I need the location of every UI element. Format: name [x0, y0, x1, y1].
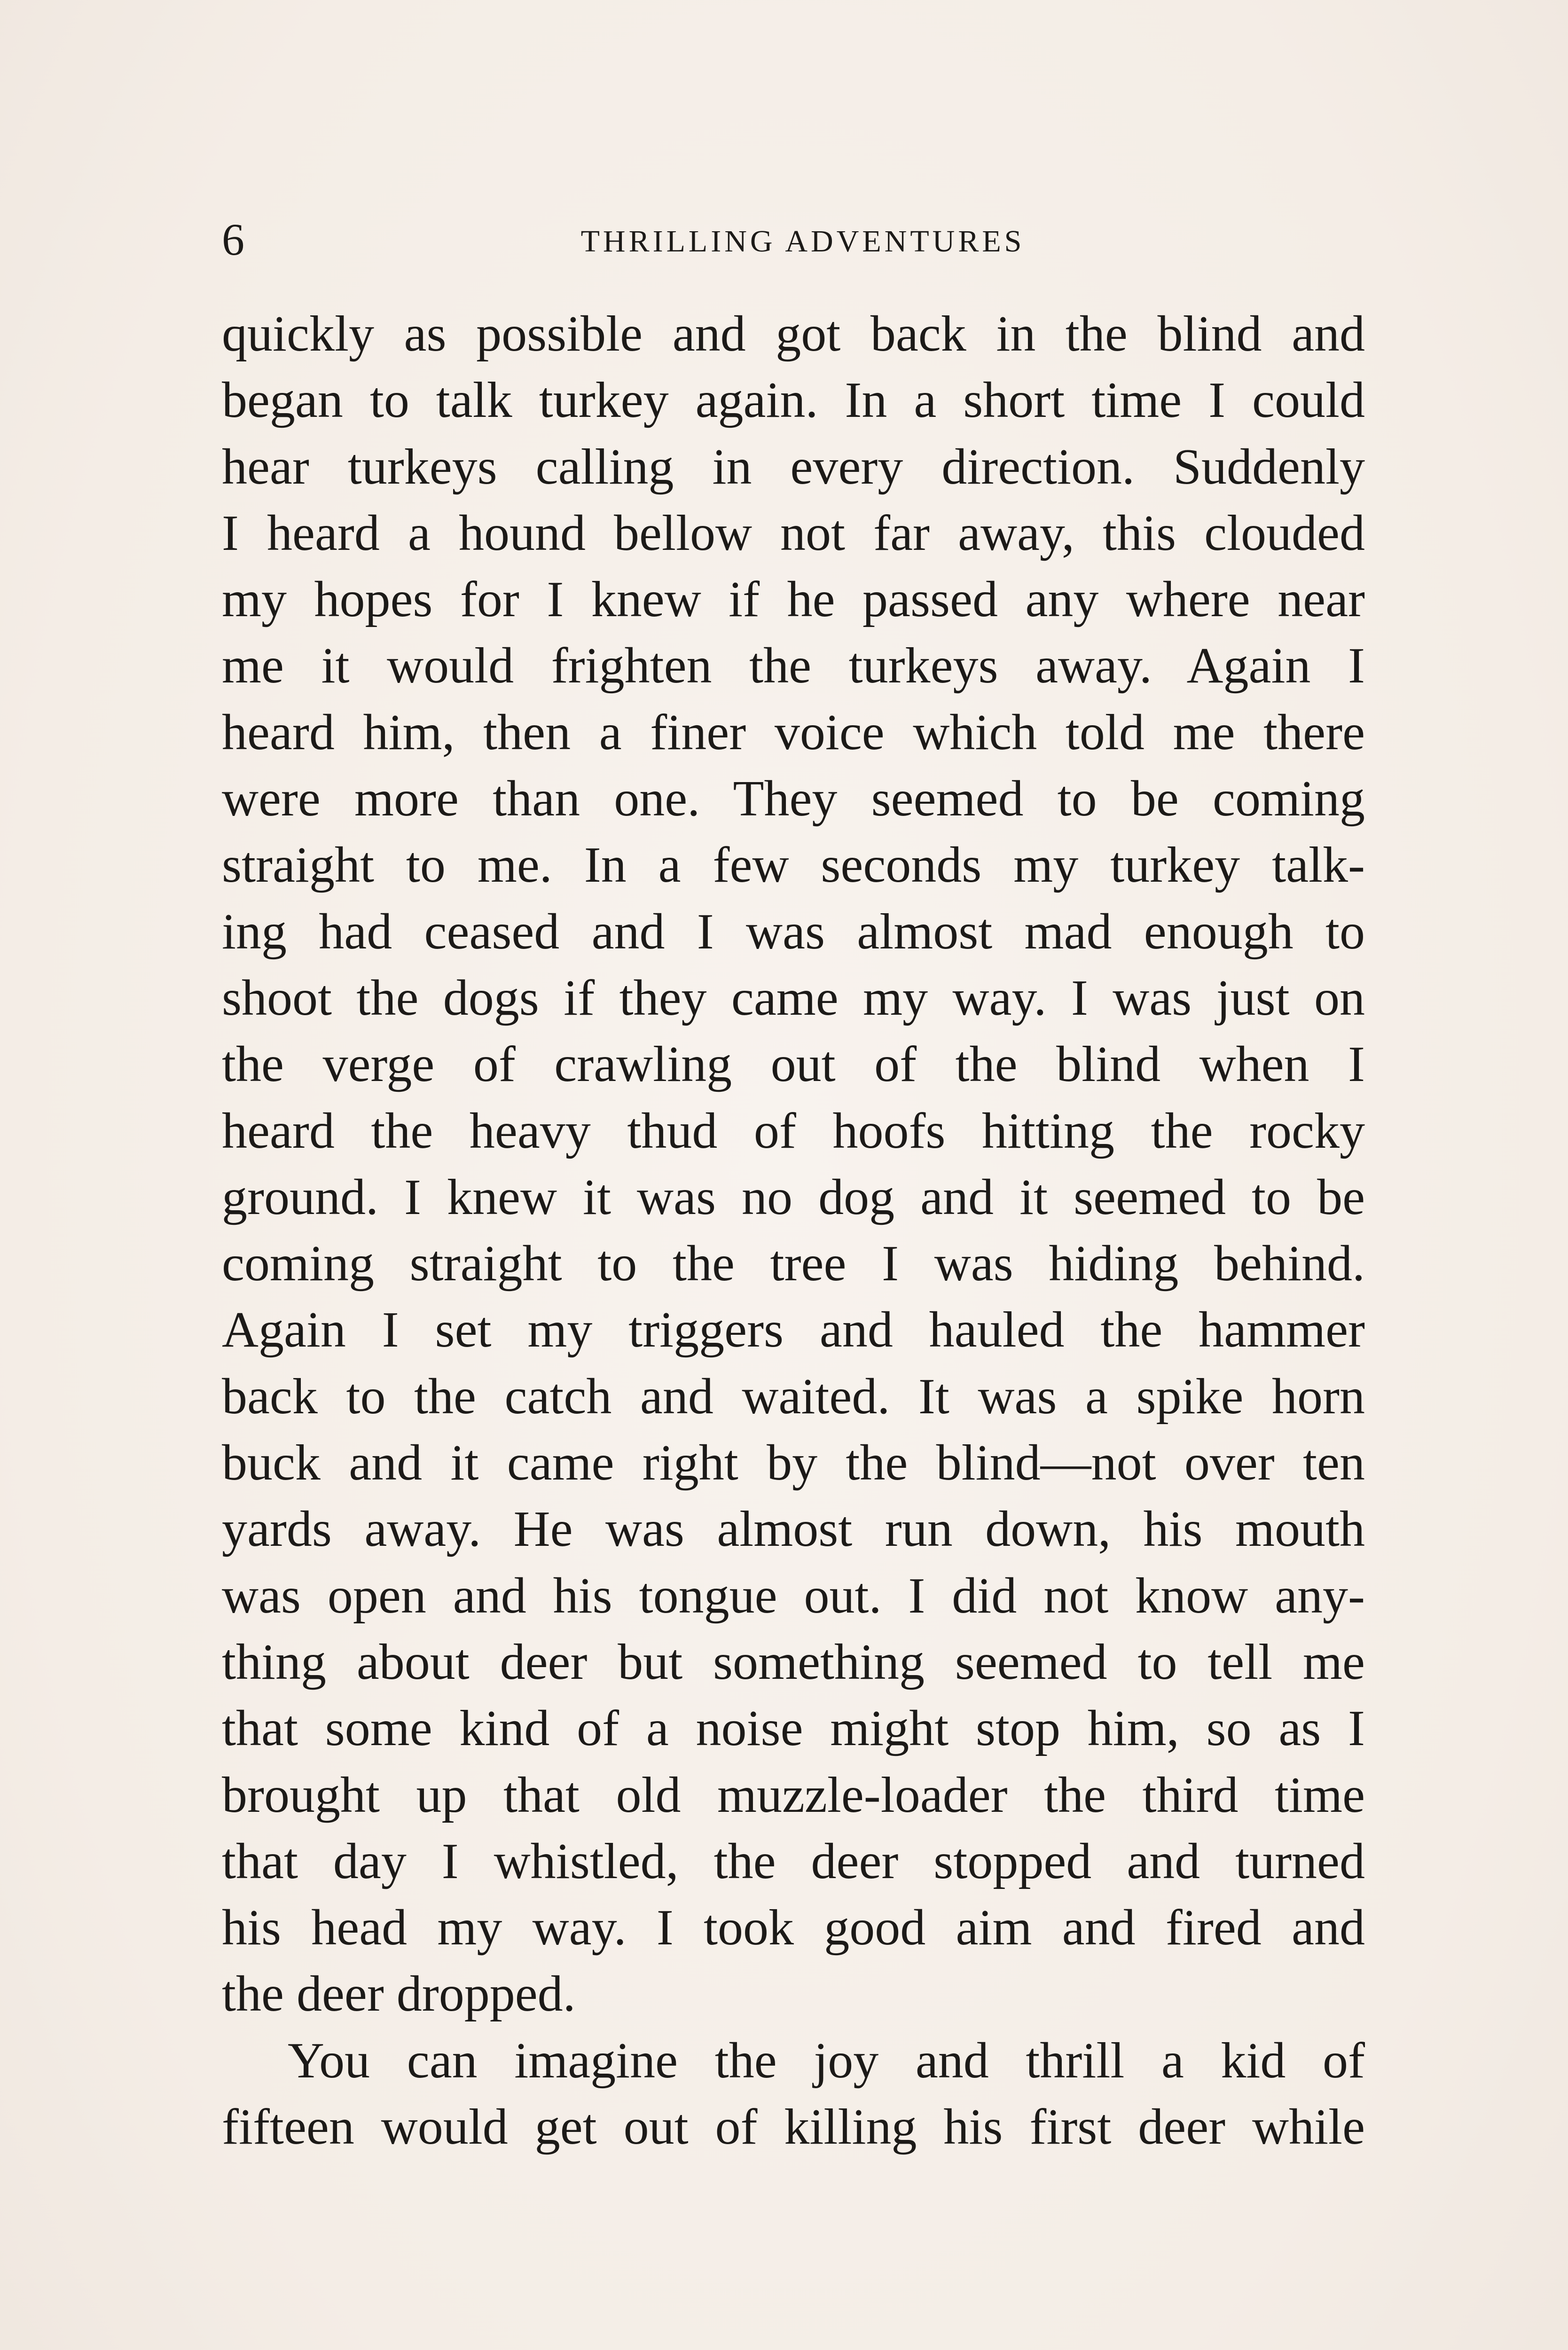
text-line: was open and his tongue out. I did not know any- [222, 1567, 1365, 1624]
text-line: me it would frighten the turkeys away. Again I [222, 638, 1365, 694]
text-line: shoot the dogs if they came my way. I was just on [222, 970, 1365, 1026]
text-line: heard him, then a finer voice which told me there [222, 704, 1365, 760]
text-line: that day I whistled, the deer stopped and turned [222, 1833, 1365, 1889]
text-line: back to the catch and waited. It was a spike horn [222, 1368, 1365, 1425]
text-line: coming straight to the tree I was hiding behind. [222, 1236, 1365, 1292]
text-line: straight to me. In a few seconds my turkey talk- [222, 837, 1365, 893]
text-line: quickly as possible and got back in the blind and [222, 306, 1365, 362]
text-line: his head my way. I took good aim and fired and [222, 1900, 1365, 1956]
text-line: I heard a hound bellow not far away, this clouded [222, 505, 1365, 561]
text-line: buck and it came right by the blind—not over ten [222, 1435, 1365, 1491]
page-header [222, 214, 1365, 266]
text-line: fifteen would get out of killing his first deer while [222, 2099, 1365, 2155]
text-line: Again I set my triggers and hauled the hammer [222, 1302, 1365, 1358]
text-line: were more than one. They seemed to be coming [222, 771, 1365, 827]
text-line: thing about deer but something seemed to tell me [222, 1634, 1365, 1690]
text-line: that some kind of a noise might stop him, so as I [222, 1700, 1365, 1757]
text-line: brought up that old muzzle-loader the third time [222, 1767, 1365, 1823]
text-line: You can imagine the joy and thrill a kid of [288, 2032, 1365, 2089]
text-line: ing had ceased and I was almost mad enough to [222, 903, 1365, 960]
text-line: ground. I knew it was no dog and it seemed to be [222, 1169, 1365, 1225]
text-line: my hopes for I knew if he passed any where near [222, 572, 1365, 628]
text-line: yards away. He was almost run down, his mouth [222, 1501, 1365, 1558]
body-text [222, 301, 1365, 2160]
text-line: hear turkeys calling in every direction. Suddenly [222, 439, 1365, 495]
text-line: began to talk turkey again. In a short time I could [222, 372, 1365, 429]
running-head: THRILLING ADVENTURES [580, 224, 1025, 258]
text-line: heard the heavy thud of hoofs hitting the rocky [222, 1103, 1365, 1159]
page-number: 6 [222, 214, 244, 265]
text-line: the deer dropped. [222, 1966, 576, 2022]
text-line: the verge of crawling out of the blind when I [222, 1036, 1365, 1093]
